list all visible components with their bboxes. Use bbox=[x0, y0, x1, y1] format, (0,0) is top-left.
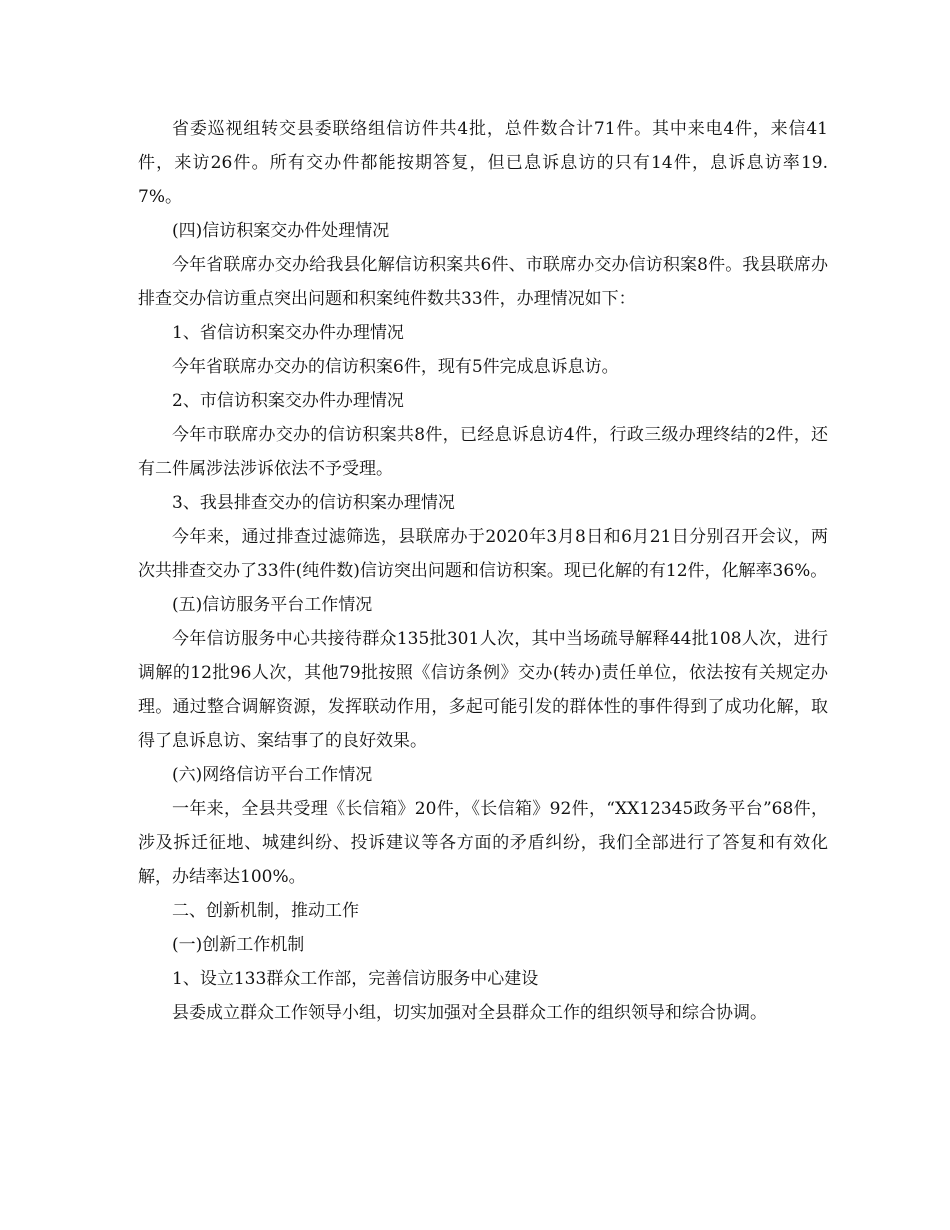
paragraph-online-platform: 一年来，全县共受理《长信箱》20件，《长信箱》92件，“XX12345政务平台”68件，涉及拆迁征地、城建纠纷、投诉建议等各方面的矛盾纠纷，我们全部进行了答复和有效化解，办结率达100%。 bbox=[138, 799, 828, 887]
heading-backlog-cases: (四)信访积案交办件处理情况 bbox=[172, 221, 390, 241]
paragraph-leadership-group: 县委成立群众工作领导小组，切实加强对全县群众工作的组织领导和综合协调。 bbox=[172, 1003, 767, 1023]
paragraph-provincial-backlog: 今年省联席办交办的信访积案6件，现有5件完成息诉息访。 bbox=[172, 357, 619, 377]
heading-city-backlog: 2、市信访积案交办件办理情况 bbox=[172, 391, 404, 411]
heading-service-platform: (五)信访服务平台工作情况 bbox=[172, 595, 373, 615]
heading-county-backlog: 3、我县排查交办的信访积案办理情况 bbox=[172, 493, 455, 513]
paragraph-county-backlog: 今年来，通过排查过滤筛选，县联席办于2020年3月8日和6月21日分别召开会议，两次共排查交办了33件(纯件数)信访突出问题和信访积案。现已化解的有12件，化解率36%。 bbox=[138, 527, 828, 581]
paragraph-backlog-overview: 今年省联席办交办给我县化解信访积案共6件、市联席办交办信访积案8件。我县联席办排查交办信访重点突出问题和积案纯件数共33件，办理情况如下： bbox=[138, 255, 828, 309]
paragraph-provincial-inspection: 省委巡视组转交县委联络组信访件共4批，总件数合计71件。其中来电4件，来信41件，来访26件。所有交办件都能按期答复，但已息诉息访的只有14件，息诉息访率19.7%。 bbox=[138, 119, 828, 207]
document-page bbox=[138, 112, 828, 1030]
paragraph-service-platform: 今年信访服务中心共接待群众135批301人次，其中当场疏导解释44批108人次，进行调解的12批96人次，其他79批按照《信访条例》交办(转办)责任单位，依法按有关规定办理。通过整合调解资源，发挥联动作用，多起可能引发的群体性的事件得到了成功化解，取得了息诉息访、案结事了的良好效果。 bbox=[138, 629, 828, 751]
heading-provincial-backlog: 1、省信访积案交办件办理情况 bbox=[172, 323, 404, 343]
heading-innovate-work: (一)创新工作机制 bbox=[172, 935, 305, 955]
heading-innovation-mechanism: 二、创新机制，推动工作 bbox=[172, 901, 359, 921]
heading-online-platform: (六)网络信访平台工作情况 bbox=[172, 765, 373, 785]
paragraph-city-backlog: 今年市联席办交办的信访积案共8件，已经息诉息访4件，行政三级办理终结的2件，还有二件属涉法涉诉依法不予受理。 bbox=[138, 425, 828, 479]
heading-work-department: 1、设立133群众工作部，完善信访服务中心建设 bbox=[172, 969, 539, 989]
